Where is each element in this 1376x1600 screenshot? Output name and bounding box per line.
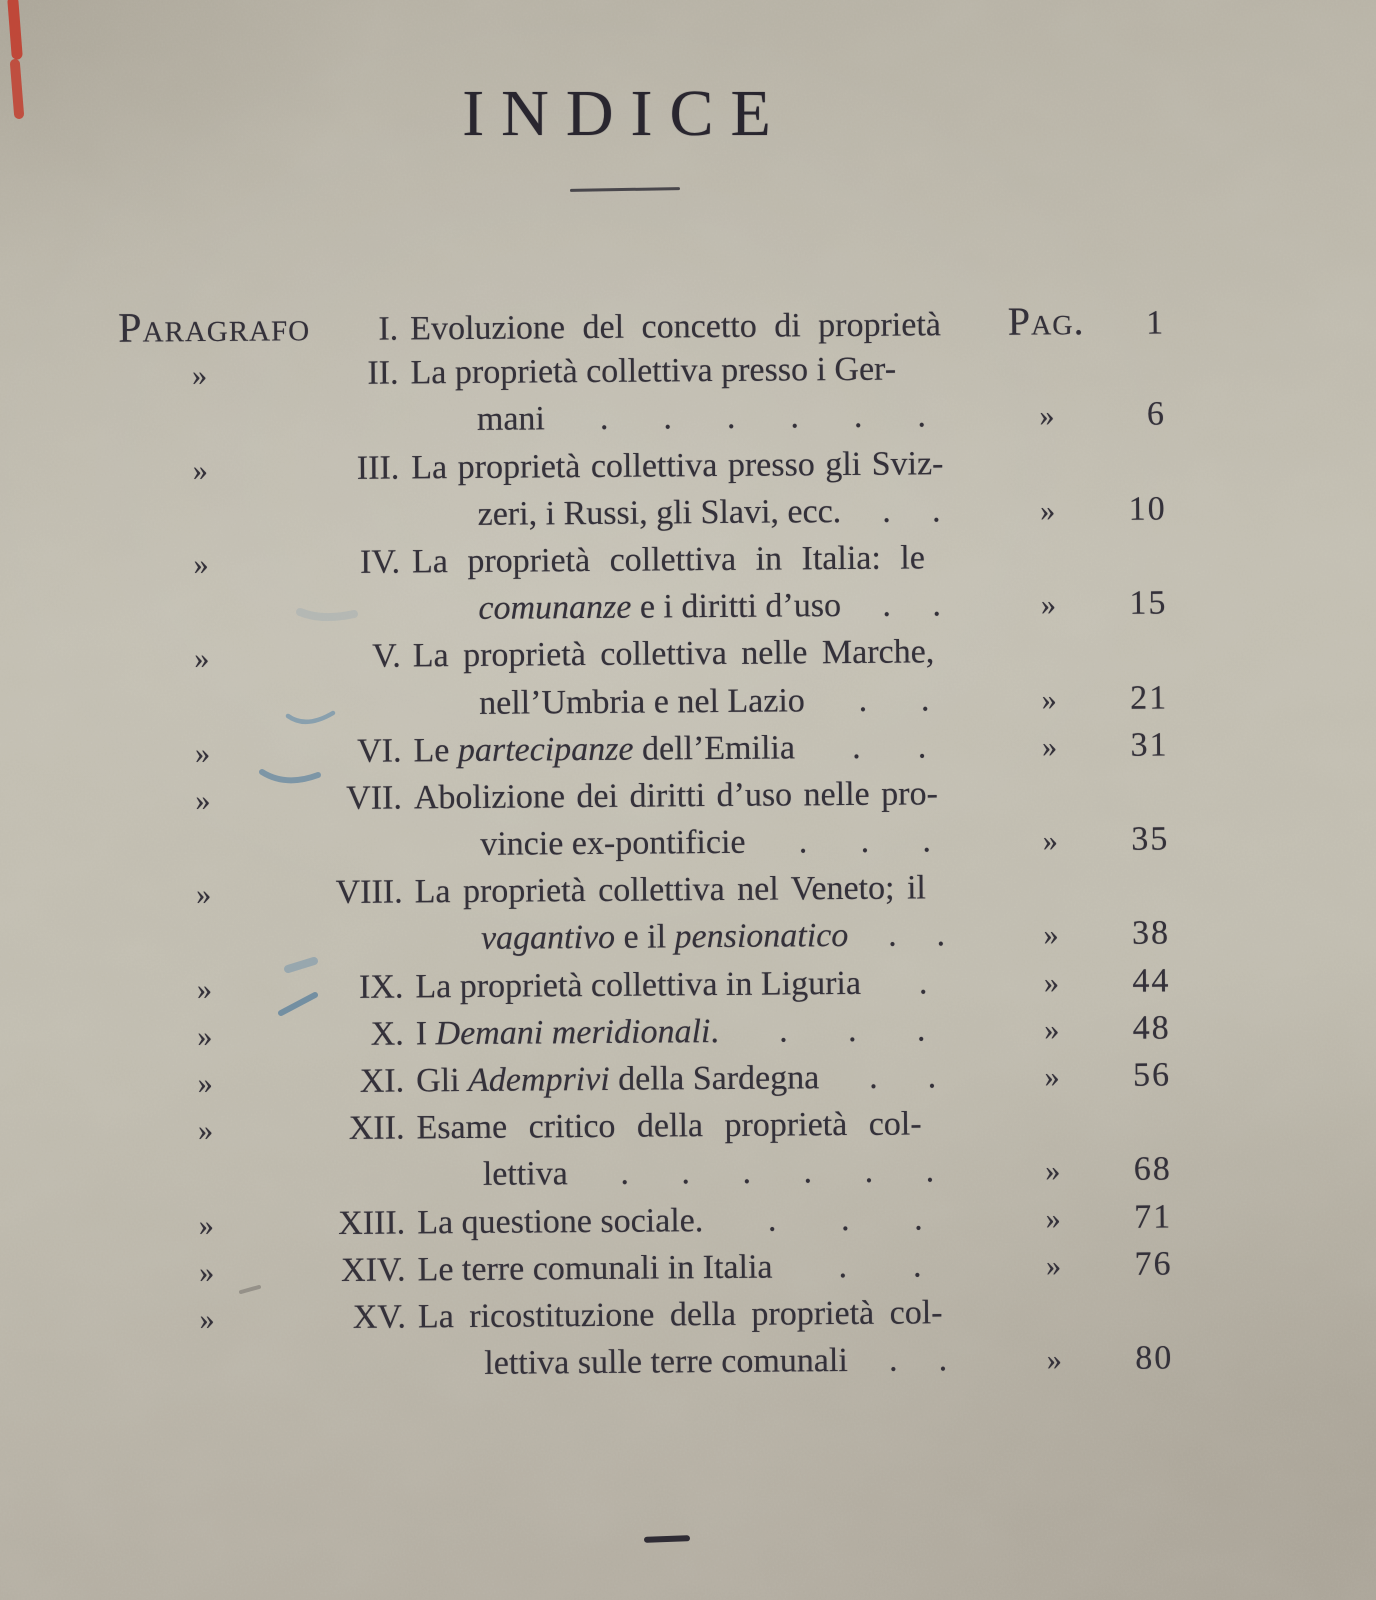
entry-title [404, 1053, 996, 1105]
page-marker: » [1045, 1249, 1062, 1283]
paragraph-marker: » [196, 972, 213, 1006]
entry-numeral: XV. [352, 1298, 407, 1336]
toc [0, 296, 1188, 1391]
entry-title [406, 1336, 998, 1388]
page-number: 68 [1133, 1150, 1172, 1189]
title-text: La proprietà collettiva in Liguria [415, 964, 862, 1006]
entry-numeral [287, 1186, 405, 1187]
title-text: Abolizione dei diritti d’uso nelle pro- [413, 775, 938, 817]
page-marker [992, 567, 1104, 568]
entry-title [403, 958, 995, 1010]
page-marker [994, 803, 1106, 804]
entry-numeral [283, 714, 401, 715]
page-number: 10 [1128, 490, 1167, 528]
page-header [0, 76, 1250, 152]
title-text: Evoluzione del concetto di proprietà [410, 306, 942, 348]
title-text: Le [413, 731, 459, 770]
leader-dot: . [864, 1153, 874, 1191]
paragraph-marker: » [191, 359, 208, 393]
page-marker: » [1041, 730, 1058, 764]
entry-title [404, 1006, 996, 1058]
entry-numeral: XII. [348, 1109, 405, 1148]
leader-dot: . [917, 397, 927, 435]
leader-dot: . [917, 728, 927, 766]
toc-row [3, 721, 1183, 777]
leader-dot: . [916, 1011, 926, 1049]
page-marker: » [1044, 1060, 1060, 1094]
leader-dot: . [922, 822, 932, 860]
paragraph-marker: » [192, 453, 208, 487]
title-text: zeri, i Russi, gli Slavi, ecc. [477, 492, 842, 533]
page-number: 80 [1135, 1339, 1174, 1377]
leader-dot: . [599, 400, 609, 438]
title-text: lettiva sulle terre comunali [484, 1342, 848, 1382]
leader-dot: . [888, 1341, 898, 1379]
paragraph-marker [4, 856, 284, 858]
leader-dots [703, 1194, 987, 1243]
title-text: della Sardegna [609, 1059, 820, 1098]
entry-numeral [285, 950, 403, 951]
leader-dot: . [858, 681, 868, 719]
title-text: mani [476, 400, 546, 439]
entry-title [401, 628, 993, 680]
page-marker: » [1039, 399, 1055, 433]
leader-dot: . [779, 1012, 788, 1050]
leader-dot: . [798, 823, 808, 861]
title-text: vincie ex-pontificie [480, 823, 746, 863]
entry-title [402, 817, 994, 869]
page-number: 56 [1132, 1056, 1172, 1094]
page-marker: » [1040, 588, 1057, 622]
entry-numeral: II. [367, 354, 399, 392]
title-text: Demani meridionali [435, 1012, 711, 1053]
entry-numeral: VI. [356, 732, 402, 770]
page-marker [991, 473, 1103, 474]
leader-dot: . [681, 1154, 691, 1192]
entry-numeral: IX. [358, 968, 404, 1006]
entry-numeral: III. [356, 449, 400, 487]
leader-dots [805, 675, 984, 724]
title-rule [570, 187, 680, 192]
leader-dot: . [847, 1011, 857, 1049]
paragraph-marker: » [198, 1255, 215, 1289]
entry-numeral: X. [370, 1015, 404, 1053]
leader-dot: . [912, 1247, 922, 1285]
leader-dots [841, 581, 983, 629]
entry-title [402, 770, 994, 822]
leader-dot: . [925, 1152, 935, 1190]
page-marker [991, 378, 1103, 379]
entry-numeral: XIII. [338, 1204, 406, 1242]
paragraph-marker [1, 432, 281, 434]
leader-dot: . [918, 963, 928, 1002]
paragraph-marker [3, 715, 283, 717]
title-text: nell’Umbria e nel Lazio [479, 681, 805, 722]
leader-dot: . [936, 916, 946, 954]
page-column-header: Pag. [1007, 298, 1085, 344]
title-text: La proprietà collettiva nel Veneto; il [414, 869, 927, 911]
title-text: Ademprivi [467, 1060, 610, 1099]
page-marker [995, 897, 1107, 898]
page-number: 21 [1129, 678, 1169, 717]
page-marker: » [1043, 965, 1059, 1000]
leader-dots [568, 1147, 987, 1197]
leader-dot: . [803, 1153, 813, 1191]
page-number: 6 [1146, 395, 1167, 434]
page-marker [997, 1133, 1109, 1134]
leader-dot: . [938, 1341, 948, 1379]
title-text: La proprietà collettiva presso i Ger- [410, 350, 897, 392]
leader-dot: . [790, 398, 800, 436]
title-text: comunanze [478, 588, 632, 628]
page-number: 76 [1134, 1245, 1173, 1283]
title-text: La proprietà collettiva nelle Marche, [412, 633, 935, 675]
title-text: La proprietà collettiva presso gli Sviz- [411, 444, 944, 486]
paragraph-marker [3, 621, 283, 623]
paragraph-marker: » [197, 1066, 213, 1101]
page-marker: » [1042, 824, 1058, 858]
page-number: 15 [1129, 584, 1168, 622]
title-text: Gli [415, 1061, 469, 1100]
entry-title [399, 439, 991, 491]
page-number: 71 [1134, 1198, 1173, 1236]
title-text: La ricostituzione della proprietà col- [417, 1294, 943, 1336]
entry-title [401, 675, 993, 727]
leader-dot: . [838, 1247, 848, 1285]
title-text: dell’Emilia [633, 729, 796, 768]
end-rule [644, 1535, 690, 1543]
leader-dot: . [767, 1201, 777, 1239]
entry-title [399, 487, 991, 539]
leader-dots [745, 817, 984, 866]
title-text: Le terre comunali in Italia [417, 1248, 773, 1289]
entry-numeral [281, 431, 399, 432]
title-text: . [710, 1012, 720, 1050]
title-text: La proprietà collettiva in Italia: le [411, 539, 926, 581]
entry-title [405, 1242, 997, 1294]
toc-row [0, 296, 1180, 352]
page-marker: » [1043, 918, 1059, 952]
paragraph-marker [8, 1376, 288, 1378]
entry-title [400, 534, 992, 586]
entry-title [405, 1194, 997, 1246]
page-number: 38 [1131, 914, 1171, 953]
leader-dots [819, 1053, 986, 1102]
entry-numeral: I. [378, 310, 399, 348]
entry-numeral: V. [371, 637, 401, 676]
leader-dot: . [860, 822, 870, 860]
leader-dot: . [882, 586, 892, 624]
title-text: La questione sociale. [417, 1201, 704, 1241]
leader-dots [841, 487, 982, 535]
entry-numeral [282, 525, 400, 526]
red-edge-mark-1 [13, 2, 17, 54]
title-text: I [415, 1015, 436, 1053]
title-text: e i diritti d’uso [631, 587, 842, 626]
entry-title [401, 723, 993, 775]
paragraph-marker: » [199, 1302, 215, 1337]
leader-dot: . [869, 1058, 878, 1096]
leader-dots [719, 1006, 986, 1055]
entry-title [406, 1289, 998, 1341]
paragraph-marker: » [194, 642, 210, 676]
leader-dot: . [888, 917, 897, 955]
title-text: vagantivo [480, 919, 616, 958]
leader-dots [545, 392, 981, 443]
paragraph-marker: » [195, 783, 211, 817]
entry-title [404, 1100, 996, 1152]
leader-dot: . [853, 398, 863, 436]
leader-dot: . [851, 728, 861, 766]
entry-title [398, 345, 990, 397]
page-marker: » [1044, 1013, 1060, 1047]
page-number: 44 [1132, 962, 1171, 1000]
page-number: 31 [1130, 726, 1169, 764]
entry-numeral: VII. [346, 779, 403, 817]
page-marker [993, 661, 1105, 662]
title-text: partecipanze [457, 730, 634, 769]
page-marker [998, 1322, 1110, 1323]
leader-dot: . [742, 1154, 752, 1192]
toc-row [6, 1051, 1186, 1107]
leader-dot: . [920, 680, 930, 718]
leader-dots [772, 1242, 987, 1291]
entry-numeral: XI. [359, 1062, 405, 1100]
entry-numeral: XIV. [340, 1251, 406, 1289]
title-text: pensionatico [674, 917, 849, 956]
page-marker: » [1041, 682, 1057, 716]
paragraph-marker: » [197, 1019, 213, 1053]
page-number: 48 [1132, 1009, 1171, 1047]
toc-row [5, 957, 1185, 1013]
paragraph-marker [7, 1187, 287, 1189]
paragraph-marker: » [193, 547, 209, 582]
leader-dot: . [840, 1200, 850, 1238]
entry-numeral: IV. [359, 543, 401, 581]
leader-dot: . [663, 399, 673, 437]
page-title: INDICE [462, 77, 788, 150]
entry-numeral [283, 620, 401, 621]
title-text: e il [614, 918, 675, 957]
paragraph-marker [2, 526, 282, 528]
entry-title [403, 911, 995, 963]
page-marker: » [1045, 1154, 1061, 1188]
toc-row [7, 1193, 1187, 1249]
entry-title [400, 581, 992, 633]
title-text: lettiva [482, 1155, 568, 1194]
leader-dots [861, 959, 986, 1007]
leader-dots [848, 1336, 989, 1384]
entry-title [402, 864, 994, 916]
paragraph-marker: » [196, 878, 212, 912]
page-marker: » [1046, 1343, 1062, 1377]
leader-dots [848, 911, 985, 959]
toc-row [7, 1240, 1187, 1296]
paragraph-column-header: Paragrafo [118, 304, 311, 352]
page-marker: » [1045, 1201, 1061, 1236]
page-number: 1 [1146, 304, 1166, 342]
leader-dot: . [931, 492, 941, 530]
toc-row [6, 1004, 1186, 1060]
entry-numeral [284, 856, 402, 857]
paragraph-marker: » [197, 1114, 214, 1148]
page-marker: » [1040, 494, 1056, 528]
leader-dot: . [882, 492, 891, 530]
leader-dot: . [932, 586, 942, 624]
title-text: Esame critico della proprietà col- [416, 1105, 922, 1147]
paragraph-marker: » [194, 736, 211, 770]
entry-title [405, 1147, 997, 1199]
paragraph-marker: » [198, 1208, 214, 1242]
entry-numeral [288, 1375, 406, 1376]
leader-dots [795, 723, 984, 772]
leader-dot: . [620, 1155, 630, 1193]
page-number: 35 [1131, 820, 1170, 858]
leader-dot: . [913, 1199, 923, 1238]
leader-dot: . [726, 399, 736, 437]
leader-dot: . [927, 1058, 937, 1096]
paragraph-marker [5, 951, 285, 953]
entry-numeral: VIII. [335, 873, 403, 912]
entry-title [399, 392, 991, 444]
